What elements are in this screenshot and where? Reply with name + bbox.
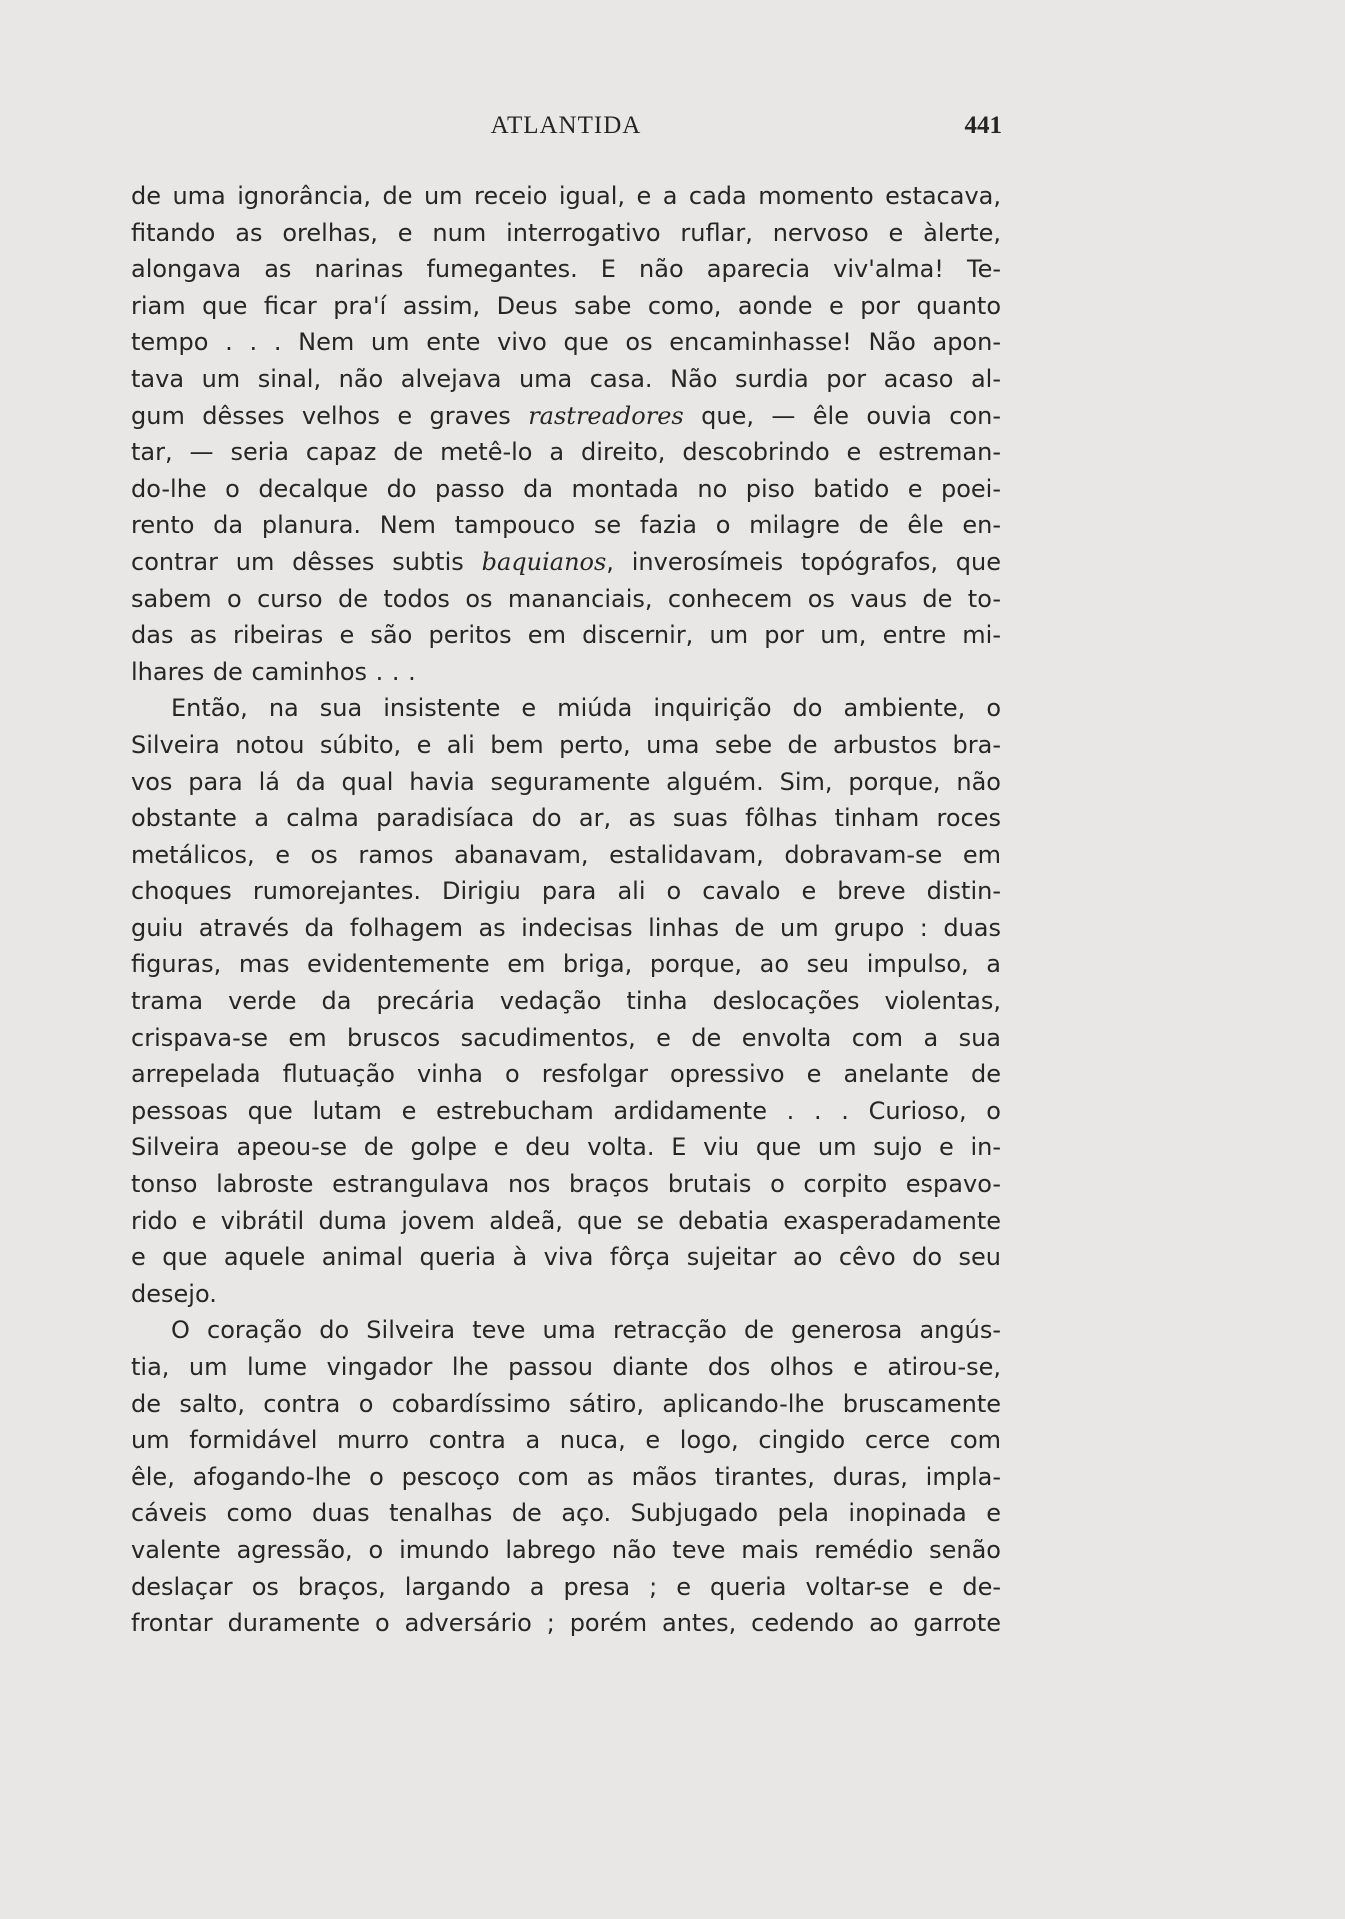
text-line: trama verde da precária vedação tinha deslocações violentas, xyxy=(131,987,1001,1016)
text-line: rido e vibrátil duma jovem aldeã, que se debatia exasperadamente xyxy=(131,1206,1001,1235)
text-line: valente agressão, o imundo labrego não teve mais remédio senão xyxy=(131,1535,1001,1564)
italic-term-rastreadores: rastreadores xyxy=(528,401,684,430)
text-line: guiu através da folhagem as indecisas linhas de um grupo : duas xyxy=(131,913,1001,942)
text-line: tonso labroste estrangulava nos braços brutais o corpito espavo- xyxy=(131,1170,1001,1199)
text-line: êle, afogando-lhe o pescoço com as mãos tirantes, duras, impla- xyxy=(131,1462,1001,1491)
text-line: Silveira notou súbito, e ali bem perto, uma sebe de arbustos bra- xyxy=(131,730,1001,759)
text-segment: contrar um dêsses subtis xyxy=(131,547,482,576)
text-line: e que aquele animal queria à viva fôrça sujeitar ao cêvo do seu xyxy=(131,1243,1001,1272)
text-line: de uma ignorância, de um receio igual, e a cada momento estacava, xyxy=(131,182,1001,210)
text-line: arrepelada flutuação vinha o resfolgar opressivo e anelante de xyxy=(131,1060,1001,1089)
text-line: riam que ficar pra'í assim, Deus sabe como, aonde e por quanto xyxy=(131,291,1001,320)
text-line: tempo . . . Nem um ente vivo que os encaminhasse! Não apon- xyxy=(131,328,1001,357)
text-line: fitando as orelhas, e num interrogativo ruflar, nervoso e àlerte, xyxy=(131,218,1001,247)
text-line: desejo. xyxy=(131,1279,217,1308)
text-line: choques rumorejantes. Dirigiu para ali o cavalo e breve distin- xyxy=(131,877,1001,906)
text-line: metálicos, e os ramos abanavam, estalidavam, dobravam-se em xyxy=(131,840,1001,869)
text-line: obstante a calma paradisíaca do ar, as suas fôlhas tinham roces xyxy=(131,804,1001,833)
text-line: das as ribeiras e são peritos em discernir, um por um, entre mi- xyxy=(131,621,1001,650)
text-line: de salto, contra o cobardíssimo sátiro, aplicando-lhe bruscamente xyxy=(131,1389,1001,1418)
text-line: crispava-se em bruscos sacudimentos, e de envolta com a sua xyxy=(131,1023,1001,1052)
text-line: alongava as narinas fumegantes. E não aparecia viv'alma! Te- xyxy=(131,255,1001,284)
text-line: um formidável murro contra a nuca, e logo, cingido cerce com xyxy=(131,1426,1001,1455)
text-line xyxy=(131,544,1001,581)
text-line xyxy=(131,398,1001,435)
text-line: Então, na sua insistente e miúda inquirição do ambiente, o xyxy=(171,694,1001,723)
text-line: sabem o curso de todos os mananciais, conhecem os vaus de to- xyxy=(131,584,1001,613)
italic-term-baquianos: baquianos xyxy=(481,547,607,576)
text-line: cáveis como duas tenalhas de aço. Subjugado pela inopinada e xyxy=(131,1499,1001,1528)
page-number: 441 xyxy=(964,112,1002,139)
text-line: pessoas que lutam e estrebucham ardidamente . . . Curioso, o xyxy=(131,1096,1001,1125)
text-line: vos para lá da qual havia seguramente alguém. Sim, porque, não xyxy=(131,767,1001,796)
text-segment: gum dêsses velhos e graves xyxy=(131,401,529,430)
text-line: tar, — seria capaz de metê-lo a direito, descobrindo e estreman- xyxy=(131,438,1001,467)
text-line: tava um sinal, não alvejava uma casa. Não surdia por acaso al- xyxy=(131,364,1001,393)
text-line: deslaçar os braços, largando a presa ; e queria voltar-se e de- xyxy=(131,1572,1001,1601)
text-segment: , inverosímeis topógrafos, que xyxy=(606,547,1002,576)
text-line: rento da planura. Nem tampouco se fazia o milagre de êle en- xyxy=(131,511,1001,540)
running-title: ATLANTIDA xyxy=(490,112,642,139)
text-segment: que, — êle ouvia con- xyxy=(683,401,1002,430)
body-text xyxy=(131,178,1001,1642)
page-header xyxy=(130,112,1002,148)
text-line: do-lhe o decalque do passo da montada no piso batido e poei- xyxy=(131,474,1001,503)
text-line: Silveira apeou-se de golpe e deu volta. E viu que um sujo e in- xyxy=(131,1133,1001,1162)
text-line: lhares de caminhos . . . xyxy=(131,657,416,686)
text-line: O coração do Silveira teve uma retracção de generosa angús- xyxy=(171,1316,1001,1345)
text-line: frontar duramente o adversário ; porém antes, cedendo ao garrote xyxy=(131,1609,1001,1638)
text-line: figuras, mas evidentemente em briga, porque, ao seu impulso, a xyxy=(131,950,1001,979)
text-line: tia, um lume vingador lhe passou diante dos olhos e atirou-se, xyxy=(131,1353,1001,1381)
